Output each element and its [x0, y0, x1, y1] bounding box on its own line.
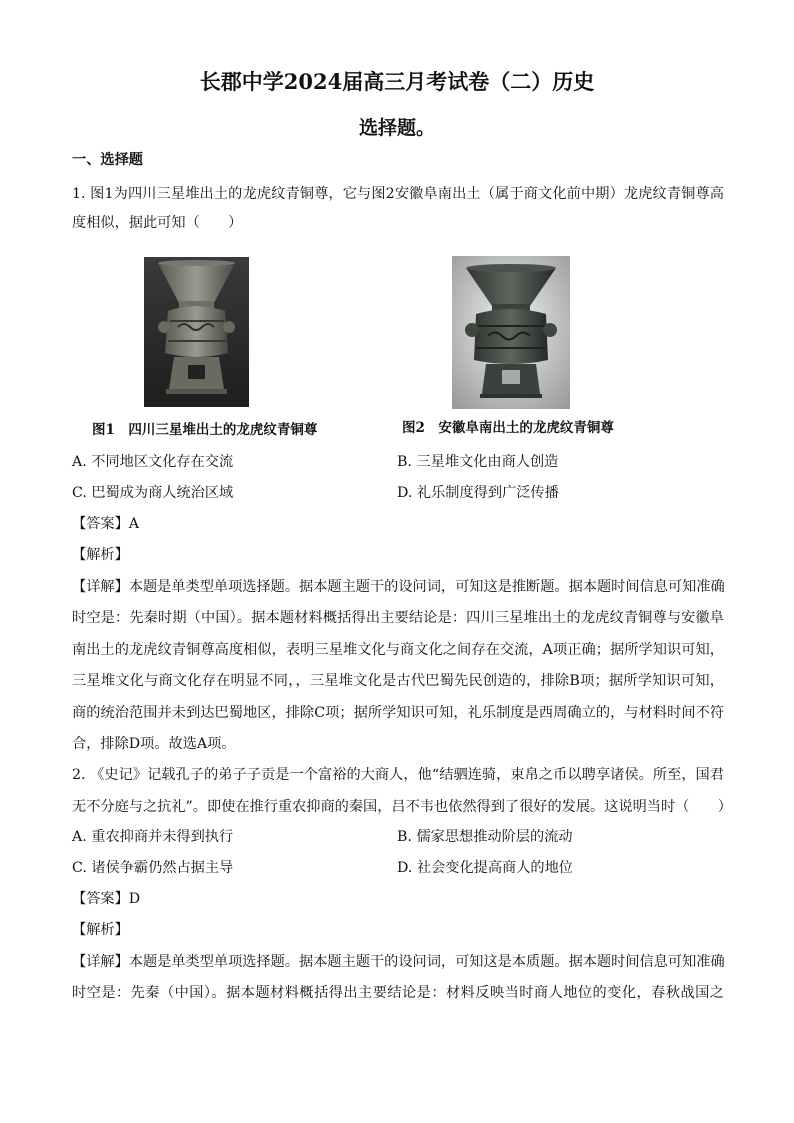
bronze-zun-1-icon	[144, 257, 249, 407]
figure-2-image	[452, 256, 570, 409]
section-heading: 一、选择题	[72, 152, 143, 168]
q1-stem-line-1: 1. 图1为四川三星堆出土的龙虎纹青铜尊，它与图2安徽阜南出土（属于商文化前中期）龙虎纹青铜尊高	[72, 186, 724, 202]
q1-option-b: B. 三星堆文化由商人创造	[397, 454, 559, 470]
figure-1-caption: 图1 四川三星堆出土的龙虎纹青铜尊	[92, 422, 318, 438]
q2-option-c: C. 诸侯争霸仍然占据主导	[72, 860, 234, 876]
q2-option-a: A. 重农抑商并未得到执行	[72, 829, 234, 845]
q1-answer: 【答案】A	[72, 516, 139, 532]
q2-detail-line-1: 【详解】本题是单类型单项选择题。据本题主题干的设问词，可知这是本质题。据本题时间信息可知准确	[72, 954, 725, 970]
q1-detail-line-3: 南出土的龙虎纹青铜尊高度相似，表明三星堆文化与商文化之间存在交流，A项正确；据所学知识可知，	[72, 642, 724, 658]
document-title: 长郡中学2024届高三月考试卷（二）历史	[199, 69, 595, 94]
q2-stem-line-2: 无不分庭与之抗礼”。即使在推行重农抑商的秦国，吕不韦也依然得到了很好的发展。这说明当时（ ）	[72, 799, 732, 815]
q1-stem-line-2: 度相似，据此可知（ ）	[72, 215, 243, 231]
q2-answer: 【答案】D	[72, 891, 141, 907]
q1-option-a: A. 不同地区文化存在交流	[72, 454, 234, 470]
q2-detail-line-2: 时空是：先秦（中国）。据本题材料概括得出主要结论是：材料反映当时商人地位的变化，春秋战国之	[72, 985, 724, 1001]
bronze-zun-2-icon	[452, 256, 570, 409]
q2-option-d: D. 社会变化提高商人的地位	[397, 860, 573, 876]
q2-stem-line-1: 2. 《史记》记载孔子的弟子子贡是一个富裕的大商人，他“结驷连骑，束帛之币以聘享诸侯。所至，国君	[72, 767, 724, 783]
figure-2-caption: 图2 安徽阜南出土的龙虎纹青铜尊	[402, 420, 614, 436]
document-subtitle: 选择题。	[358, 117, 435, 139]
q1-option-c: C. 巴蜀成为商人统治区域	[72, 485, 234, 501]
figure-1-image	[144, 257, 249, 407]
q2-option-b: B. 儒家思想推动阶层的流动	[397, 829, 573, 845]
q1-detail-line-6: 合，排除D项。故选A项。	[72, 736, 236, 752]
q1-detail-line-4: 三星堆文化与商文化存在明显不同，，三星堆文化是古代巴蜀先民创造的，排除B项；据所学知识可知，	[72, 673, 724, 689]
q1-detail-line-5: 商的统治范围并未到达巴蜀地区，排除C项；据所学知识可知，礼乐制度是西周确立的，与材料时间不符	[72, 705, 724, 721]
q1-analysis-label: 【解析】	[72, 547, 129, 563]
q2-analysis-label: 【解析】	[72, 922, 129, 938]
q1-detail-line-2: 时空是：先秦时期（中国）。据本题材料概括得出主要结论是：四川三星堆出土的龙虎纹青铜尊与安徽阜	[72, 610, 724, 626]
q1-option-d: D. 礼乐制度得到广泛传播	[397, 485, 559, 501]
q1-detail-line-1: 【详解】本题是单类型单项选择题。据本题主题干的设问词，可知这是推断题。据本题时间信息可知准确	[72, 579, 725, 595]
